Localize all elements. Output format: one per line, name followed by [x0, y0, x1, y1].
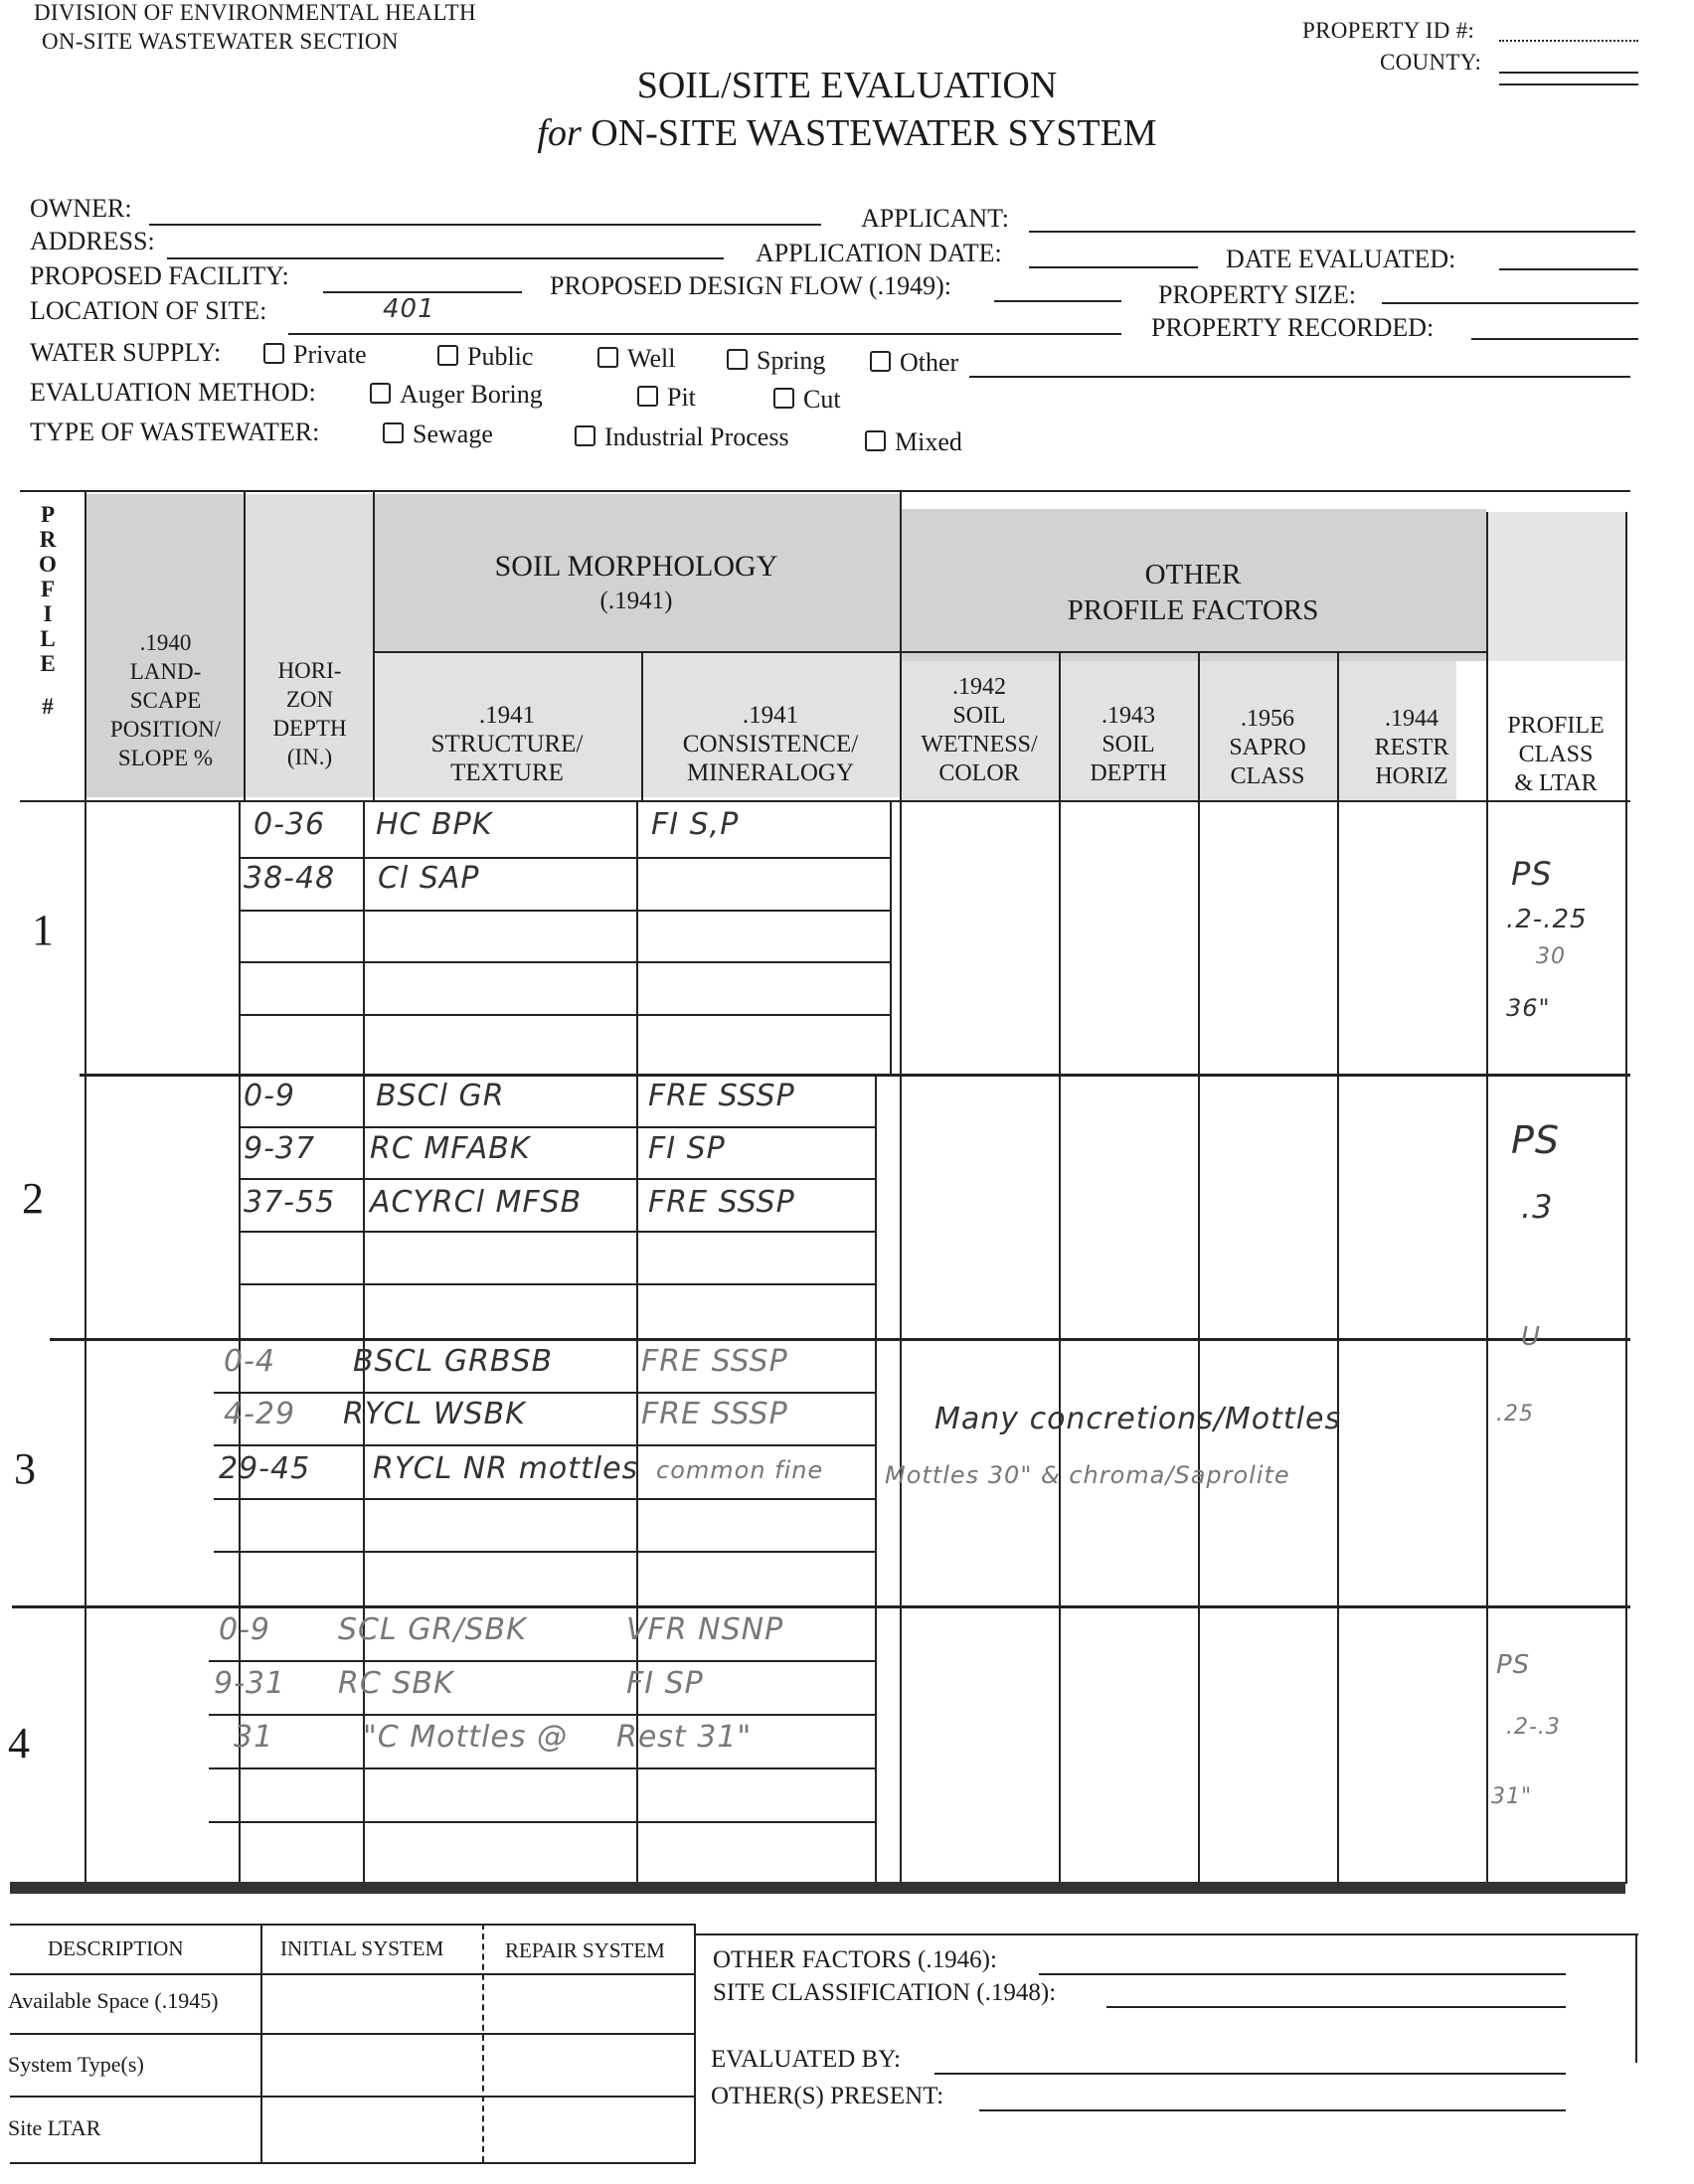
- water-public[interactable]: [437, 342, 533, 372]
- other-factors-label: OTHER FACTORS (.1946):: [713, 1946, 997, 1973]
- row-line: [239, 1178, 875, 1180]
- row-line: [209, 1767, 875, 1769]
- subheader-line: [373, 651, 1486, 653]
- option-label: Spring: [757, 346, 826, 375]
- hdr-line: CLASS: [1230, 763, 1305, 789]
- p1-consistence-1: FI S,P: [651, 807, 740, 842]
- others-present-label: OTHER(S) PRESENT:: [711, 2083, 944, 2109]
- class-header-shade: [1486, 512, 1625, 661]
- checkbox[interactable]: [575, 425, 595, 446]
- hdr-line: DEPTH: [1090, 760, 1167, 786]
- option-label: Mixed: [895, 427, 962, 456]
- water-private[interactable]: [263, 340, 367, 370]
- bottom-header-line: [10, 1973, 696, 1975]
- address-label: ADDRESS:: [30, 227, 155, 255]
- water-well[interactable]: [597, 344, 675, 374]
- row-line: [214, 1498, 875, 1500]
- row-line: [239, 857, 890, 859]
- p1-structure-1: HC BPK: [376, 807, 493, 842]
- soil-depth-header: [1059, 702, 1198, 788]
- checkbox[interactable]: [437, 345, 458, 366]
- property-id-label: PROPERTY ID #:: [1302, 18, 1475, 43]
- profile-separator-1: [80, 1074, 1630, 1077]
- title-for: for: [537, 112, 582, 154]
- p3-note: Many concretions/Mottles: [934, 1402, 1342, 1436]
- address-line[interactable]: [167, 257, 724, 259]
- p1-depth-1: 0-36: [254, 807, 326, 842]
- others-present-line[interactable]: [979, 2109, 1566, 2111]
- option-label: Public: [467, 342, 534, 371]
- p4-structure-2: RC SBK: [338, 1666, 454, 1701]
- p1-depth-2: 38-48: [244, 861, 336, 896]
- bottom-right-edge: [1635, 1933, 1637, 2063]
- p4-consistence-1: VFR NSNP: [626, 1612, 784, 1647]
- p3-depth-3: 29-45: [219, 1451, 311, 1486]
- option-label: Pit: [667, 383, 696, 412]
- location-value: 401: [383, 294, 435, 324]
- description-header: DESCRIPTION: [48, 1936, 184, 1960]
- col-wetness: [1059, 651, 1061, 1884]
- hdr-line: OTHER: [1144, 559, 1242, 590]
- profile-letter: #: [42, 694, 54, 719]
- property-id-line[interactable]: [1499, 40, 1638, 42]
- checkbox[interactable]: [383, 422, 404, 443]
- p2-structure-3: ACYRCl MFSB: [370, 1185, 583, 1220]
- option-label: Well: [627, 344, 676, 373]
- checkbox[interactable]: [865, 430, 886, 451]
- col-right-body-1: [890, 800, 892, 1074]
- p2-class-1: PS: [1511, 1118, 1561, 1162]
- hdr-line: .1940: [139, 630, 192, 655]
- application-date-line[interactable]: [1029, 266, 1198, 268]
- hdr-line: .1956: [1241, 706, 1294, 732]
- p1-class-1: PS: [1511, 855, 1553, 893]
- checkbox[interactable]: [773, 388, 794, 409]
- row-line: [239, 1283, 875, 1285]
- p4-depth-3: 31: [234, 1720, 274, 1755]
- applicant-line[interactable]: [1029, 231, 1635, 233]
- morphology-code: (.1941): [599, 588, 673, 614]
- option-label: Industrial Process: [604, 422, 789, 451]
- bottom-col-line: [482, 1924, 484, 2162]
- bottom-col-line: [260, 1924, 262, 2162]
- row-line: [214, 1444, 875, 1446]
- row-line: [239, 910, 890, 912]
- row-line: [239, 1014, 890, 1016]
- p3-structure-2: RYCL WSBK: [343, 1397, 526, 1431]
- hdr-line: HORI-: [277, 658, 342, 683]
- structure-header: [373, 701, 641, 787]
- hdr-line: (IN.): [286, 745, 333, 769]
- table-top: [20, 490, 1630, 492]
- row-line: [239, 1126, 875, 1128]
- p2-structure-1: BSCl GR: [376, 1079, 505, 1113]
- hdr-line: CLASS: [1518, 742, 1594, 767]
- title-line2: ON-SITE WASTEWATER SYSTEM: [591, 112, 1157, 154]
- p1-structure-2: Cl SAP: [378, 861, 480, 896]
- wetness-header: [900, 673, 1059, 788]
- profile-letter: R: [39, 527, 57, 552]
- application-date-label: APPLICATION DATE:: [756, 239, 1002, 267]
- col-landscape: [244, 490, 246, 800]
- proposed-facility-line[interactable]: [323, 291, 522, 293]
- wastewater-label: TYPE OF WASTEWATER:: [30, 418, 320, 446]
- row-line: [214, 1392, 875, 1394]
- p1-class-2: .2-.25: [1506, 905, 1588, 934]
- p4-consistence-3: Rest 31": [616, 1720, 753, 1755]
- p4-consistence-2: FI SP: [626, 1666, 704, 1701]
- property-size-line[interactable]: [1382, 302, 1638, 304]
- section-name: ON-SITE WASTEWATER SECTION: [42, 29, 399, 54]
- design-flow-line[interactable]: [994, 300, 1121, 302]
- p2-class-2: .3: [1521, 1188, 1554, 1226]
- p4-depth-2: 9-31: [214, 1666, 286, 1701]
- hdr-line: & LTAR: [1514, 770, 1598, 796]
- option-label: Private: [293, 340, 367, 369]
- profile-number: 2: [22, 1174, 44, 1223]
- p3-depth-2: 4-29: [224, 1397, 296, 1431]
- hdr-line: CONSISTENCE/: [682, 731, 859, 757]
- evaluated-by-label: EVALUATED BY:: [711, 2046, 901, 2073]
- property-recorded-label: PROPERTY RECORDED:: [1151, 313, 1435, 342]
- method-auger[interactable]: [370, 380, 543, 410]
- p3-class-1: U: [1521, 1322, 1542, 1352]
- water-other-line[interactable]: [969, 376, 1630, 378]
- bottom-row-line: [10, 2162, 696, 2164]
- col-right-body-2: [875, 1074, 877, 1882]
- p2-consistence-3: FRE SSSP: [648, 1185, 795, 1220]
- applicant-label: APPLICANT:: [861, 204, 1009, 233]
- bottom-row-line: [10, 2096, 696, 2098]
- repair-system-header: REPAIR SYSTEM: [505, 1938, 665, 1962]
- hdr-line: ZON: [285, 687, 334, 712]
- row-line: [239, 1231, 875, 1233]
- form-subtitle: [0, 111, 1694, 155]
- type-sewage[interactable]: [383, 420, 493, 449]
- p4-structure-1: SCL GR/SBK: [338, 1612, 527, 1647]
- profile-letter: O: [39, 552, 57, 577]
- p2-depth-1: 0-9: [244, 1079, 295, 1113]
- hdr-line: MINERALOGY: [686, 759, 855, 786]
- row-line: [209, 1660, 875, 1662]
- p2-consistence-2: FI SP: [648, 1131, 726, 1166]
- site-classification-label: SITE CLASSIFICATION (.1948):: [713, 1979, 1057, 2006]
- profile-separator-2: [50, 1338, 1630, 1341]
- date-evaluated-line[interactable]: [1499, 268, 1638, 270]
- profile-number: 3: [14, 1444, 36, 1493]
- p3-depth-1: 0-4: [224, 1344, 275, 1379]
- other-factors-line[interactable]: [1039, 1973, 1566, 1975]
- evaluated-by-line[interactable]: [934, 2073, 1566, 2075]
- p3-consistence-3: common fine: [656, 1456, 824, 1484]
- header-bottom: [20, 800, 1630, 802]
- row-line: [239, 961, 890, 963]
- p3-consistence-1: FRE SSSP: [641, 1344, 788, 1379]
- hdr-line: LAND-: [129, 659, 202, 684]
- hdr-line: .1943: [1101, 703, 1155, 729]
- row-line: [209, 1821, 875, 1823]
- method-cut[interactable]: [773, 385, 841, 415]
- p3-class-2: .25: [1496, 1402, 1534, 1427]
- hdr-line: SLOPE %: [117, 746, 214, 770]
- hdr-line: WETNESS/: [921, 732, 1038, 757]
- owner-label: OWNER:: [30, 194, 132, 223]
- bottom-top-right: [694, 1933, 1638, 1935]
- water-other[interactable]: [870, 348, 958, 378]
- col-profile: [85, 490, 86, 1882]
- table-right: [1625, 512, 1627, 1884]
- option-label: Cut: [803, 385, 841, 414]
- profile-number: 4: [8, 1719, 30, 1767]
- p2-depth-2: 9-37: [244, 1131, 316, 1166]
- profile-separator-3: [12, 1605, 1630, 1608]
- profile-letter: E: [40, 651, 56, 676]
- type-mixed[interactable]: [865, 427, 962, 457]
- landscape-header: [87, 628, 244, 772]
- horizon-header: [247, 656, 373, 771]
- consistence-header: [641, 701, 900, 787]
- p4-class-2: .2-.3: [1506, 1715, 1561, 1740]
- profile-letter: L: [40, 626, 56, 651]
- option-label: Auger Boring: [400, 380, 543, 409]
- p3-structure-1: BSCL GRBSB: [353, 1344, 554, 1379]
- bottom-row-line: [10, 2033, 696, 2035]
- hdr-line: STRUCTURE/: [430, 731, 584, 757]
- site-classification-line[interactable]: [1106, 2006, 1566, 2008]
- hdr-line: .1944: [1385, 706, 1439, 732]
- hdr-line: PROFILE: [1507, 713, 1605, 739]
- hdr-line: COLOR: [938, 760, 1020, 786]
- checkbox[interactable]: [597, 347, 618, 368]
- p3-note-2: Mottles 30" & chroma/Saprolite: [885, 1461, 1290, 1489]
- property-size-label: PROPERTY SIZE:: [1158, 280, 1356, 309]
- hdr-line: SOIL: [1101, 732, 1155, 757]
- location-label: LOCATION OF SITE:: [30, 296, 267, 325]
- date-evaluated-label: DATE EVALUATED:: [1226, 245, 1456, 273]
- hdr-line: RESTR: [1374, 735, 1449, 760]
- row-line: [209, 1714, 875, 1716]
- proposed-facility-label: PROPOSED FACILITY:: [30, 261, 289, 290]
- checkbox[interactable]: [727, 349, 748, 370]
- morphology-header: SOIL MORPHOLOGY: [494, 550, 778, 583]
- hdr-line: SAPRO: [1229, 735, 1306, 760]
- table-bottom: [10, 1882, 1625, 1894]
- system-type-label: System Type(s): [8, 2052, 144, 2077]
- option-label: Other: [900, 348, 959, 377]
- profile-letter: P: [40, 502, 56, 527]
- water-supply-label: WATER SUPPLY:: [30, 338, 222, 367]
- hdr-line: HORIZ: [1375, 763, 1448, 789]
- p1-class-3: 30: [1536, 944, 1566, 969]
- col-depth: [1198, 651, 1200, 1884]
- profile-letter: I: [43, 601, 53, 626]
- option-label: Sewage: [413, 420, 493, 448]
- property-recorded-line[interactable]: [1471, 338, 1638, 340]
- profile-class-header: [1486, 712, 1625, 798]
- p2-structure-2: RC MFABK: [370, 1131, 531, 1166]
- restr-header: [1337, 705, 1486, 791]
- checkbox[interactable]: [870, 351, 891, 372]
- site-ltar-label: Site LTAR: [8, 2115, 101, 2140]
- evaluation-method-label: EVALUATION METHOD:: [30, 378, 316, 407]
- method-pit[interactable]: [637, 383, 696, 413]
- form-title: SOIL/SITE EVALUATION: [636, 65, 1058, 106]
- hdr-line: DEPTH: [272, 716, 347, 741]
- checkbox[interactable]: [370, 383, 391, 404]
- hdr-line: .1941: [742, 702, 799, 729]
- bottom-top-left: [10, 1924, 696, 1926]
- p2-depth-3: 37-55: [244, 1185, 336, 1220]
- row-line: [214, 1551, 875, 1553]
- county-label: COUNTY:: [1380, 50, 1482, 75]
- division-name: DIVISION OF ENVIRONMENTAL HEALTH: [34, 0, 476, 25]
- design-flow-label: PROPOSED DESIGN FLOW (.1949):: [550, 271, 951, 300]
- sapro-header: [1198, 705, 1337, 791]
- p4-class-1: PS: [1496, 1650, 1531, 1680]
- owner-line[interactable]: [149, 224, 821, 226]
- other-factors-header: [900, 557, 1486, 628]
- col-sapro: [1337, 651, 1339, 1884]
- hdr-line: SCAPE: [129, 688, 202, 713]
- hdr-line: POSITION/: [109, 717, 222, 742]
- water-spring[interactable]: [727, 346, 825, 376]
- profile-number: 1: [32, 906, 54, 954]
- p1-class-4: 36": [1506, 994, 1551, 1022]
- checkbox[interactable]: [637, 386, 658, 407]
- profile-letter: F: [40, 577, 56, 601]
- available-space-label: Available Space (.1945): [8, 1988, 219, 2013]
- hdr-line: PROFILE FACTORS: [1067, 594, 1319, 626]
- p4-structure-3: "C Mottles @: [363, 1720, 569, 1755]
- hdr-line: .1941: [478, 702, 536, 729]
- p4-depth-1: 0-9: [219, 1612, 270, 1647]
- hdr-line: SOIL: [952, 703, 1006, 729]
- p2-consistence-1: FRE SSSP: [648, 1079, 795, 1113]
- hdr-line: .1942: [952, 674, 1006, 700]
- p3-consistence-2: FRE SSSP: [641, 1397, 788, 1431]
- location-line[interactable]: [288, 333, 1121, 335]
- checkbox[interactable]: [263, 343, 284, 364]
- type-industrial[interactable]: [575, 422, 789, 452]
- bottom-col-line: [694, 1924, 696, 2162]
- p4-class-3: 31": [1491, 1784, 1533, 1809]
- p3-structure-3: RYCL NR mottles: [373, 1451, 639, 1486]
- profile-vertical-header: [28, 502, 68, 719]
- initial-system-header: INITIAL SYSTEM: [280, 1936, 444, 1960]
- hdr-line: TEXTURE: [450, 759, 564, 786]
